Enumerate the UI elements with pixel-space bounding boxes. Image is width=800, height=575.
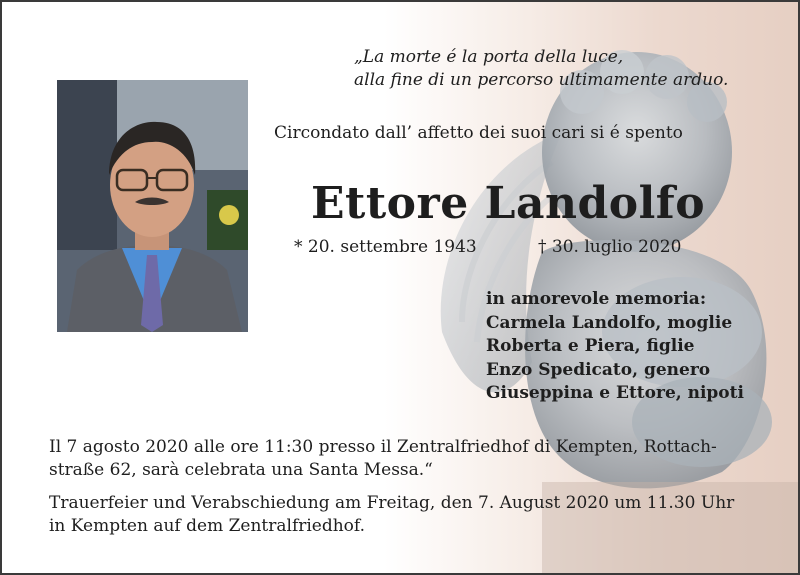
quote-line-1: „La morte é la porta della luce,: [354, 47, 624, 67]
intro-text: Circondato dall’ affetto dei suoi cari si é spento: [274, 123, 683, 143]
quote-line-2: alla fine di un percorso ultimamente arduo.: [354, 70, 729, 90]
family-member: Enzo Spedicato, genero: [486, 359, 711, 380]
italian-announcement: [49, 436, 769, 482]
deceased-name: Ettore Landolfo: [311, 178, 706, 229]
portrait-icon: [57, 80, 248, 332]
italian-line-2: straße 62, sarà celebrata una Santa Messa.“: [49, 460, 433, 480]
family-member: Carmela Landolfo, moglie: [486, 312, 733, 333]
portrait-photo: [57, 80, 248, 332]
memorial-family-list: [486, 288, 744, 406]
italian-line-1: Il 7 agosto 2020 alle ore 11:30 presso il Zentralfriedhof di Kempten, Rottach-: [49, 437, 717, 457]
family-member: Roberta e Piera, figlie: [486, 336, 695, 356]
german-line-1: Trauerfeier und Verabschiedung am Freitag, den 7. August 2020 um 11.30 Uhr: [49, 493, 735, 513]
epigraph-quote: [354, 46, 728, 92]
german-line-2: in Kempten auf dem Zentralfriedhof.: [49, 516, 366, 536]
german-announcement: [49, 492, 769, 538]
birth-date: * 20. settembre 1943: [294, 237, 477, 257]
family-member: Giuseppina e Ettore, nipoti: [486, 383, 744, 403]
memory-heading: in amorevole memoria:: [486, 289, 707, 309]
death-date: † 30. luglio 2020: [538, 237, 682, 257]
